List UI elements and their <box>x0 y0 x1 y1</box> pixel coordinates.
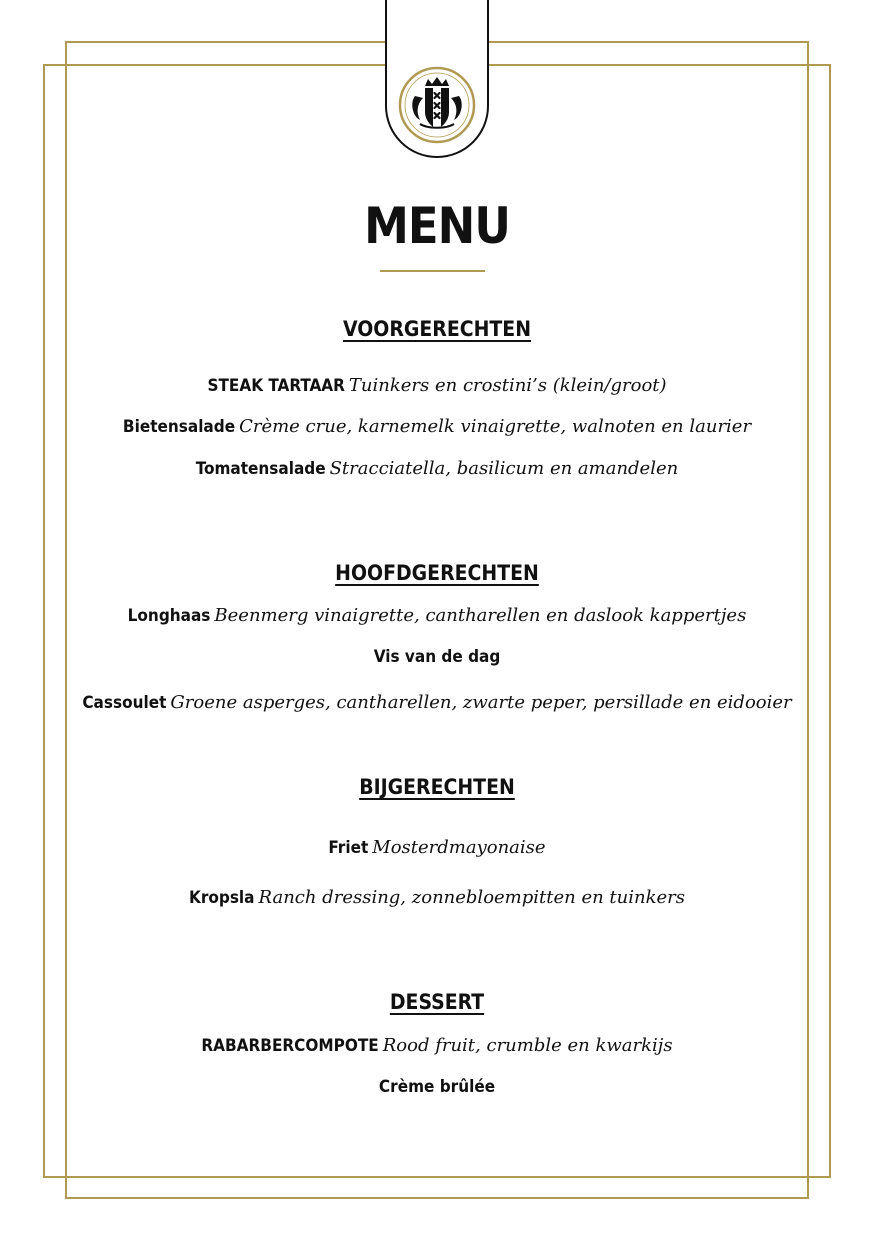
menu-item <box>0 1034 874 1059</box>
menu-item <box>0 457 874 482</box>
section-heading-dessert: DESSERT <box>389 990 485 1014</box>
dish-description: Ranch dressing, zonnebloempitten en tuinkers <box>258 887 686 908</box>
dish-name: Kropsla <box>188 888 255 908</box>
dish-name: Cassoulet <box>82 693 167 713</box>
menu-item <box>0 415 874 440</box>
dish-description: Groene asperges, cantharellen, zwarte peper, persillade en eidooier <box>170 692 792 713</box>
title-divider <box>380 270 485 272</box>
menu-item <box>0 374 874 399</box>
menu-item <box>0 886 874 911</box>
dish-description: Crème crue, karnemelk vinaigrette, walnoten en laurier <box>239 416 752 437</box>
dish-description: Rood fruit, crumble en kwarkijs <box>382 1035 673 1056</box>
dish-name: Vis van de dag <box>373 647 501 667</box>
dish-name: Crème brûlée <box>378 1077 496 1097</box>
dish-description: Stracciatella, basilicum en amandelen <box>329 458 679 479</box>
dish-description: Mosterdmayonaise <box>372 837 546 858</box>
menu-title: MENU <box>364 197 510 255</box>
menu-item <box>0 645 874 670</box>
dish-name: STEAK TARTAAR <box>207 376 345 396</box>
section-heading-bijgerechten: BIJGERECHTEN <box>359 775 515 799</box>
dish-name: Bietensalade <box>122 417 236 437</box>
dish-description: Tuinkers en crostini’s (klein/groot) <box>348 375 667 396</box>
amsterdam-crest-icon <box>398 66 476 144</box>
section-heading-voorgerechten: VOORGERECHTEN <box>342 317 532 341</box>
dish-name: RABARBERCOMPOTE <box>201 1036 379 1056</box>
dish-description: Beenmerg vinaigrette, cantharellen en daslook kappertjes <box>214 605 747 626</box>
menu-item <box>0 604 874 629</box>
menu-item <box>0 836 874 861</box>
dish-name: Tomatensalade <box>195 459 326 479</box>
dish-name: Longhaas <box>127 606 211 626</box>
menu-item <box>0 1075 874 1100</box>
dish-name: Friet <box>328 838 369 858</box>
section-heading-hoofdgerechten: HOOFDGERECHTEN <box>335 561 539 585</box>
menu-item <box>0 691 874 716</box>
